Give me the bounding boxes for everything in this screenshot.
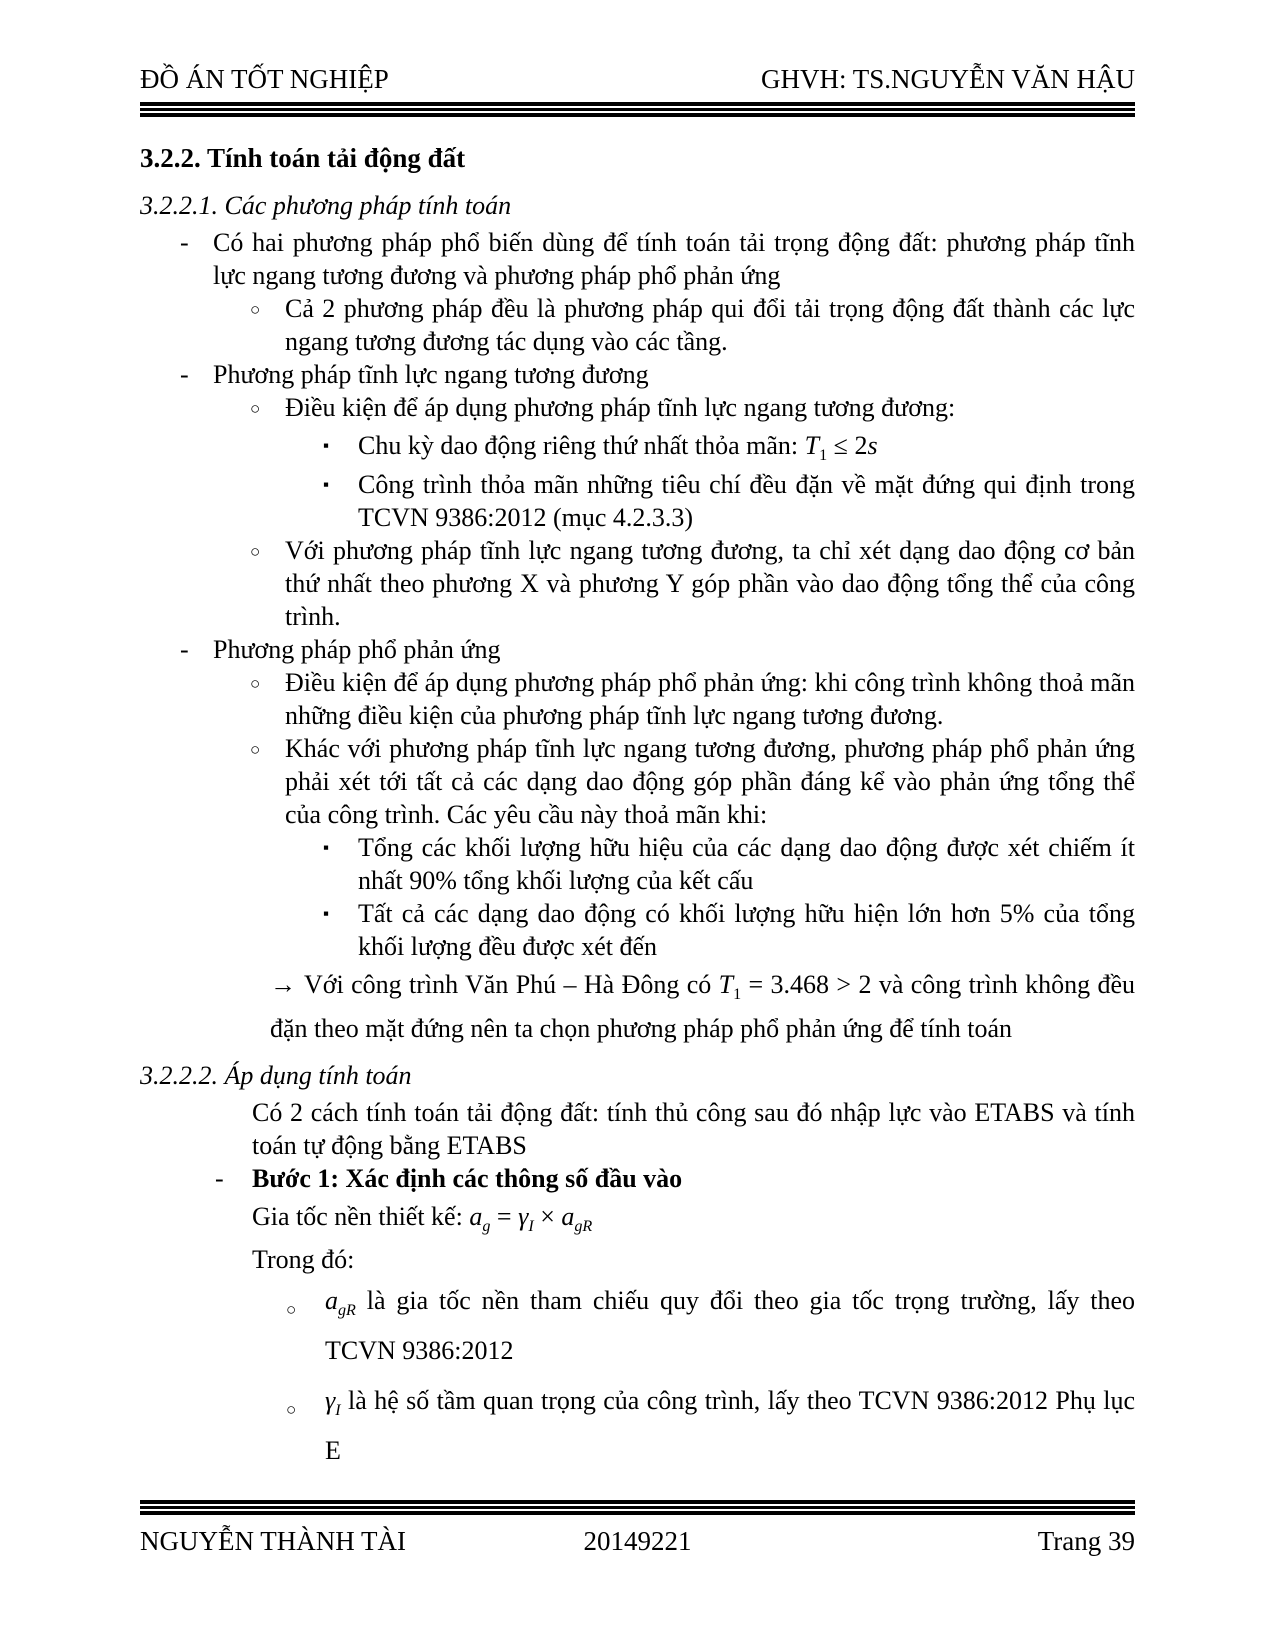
divider-bar	[140, 102, 1135, 106]
list-item	[140, 633, 1135, 666]
math-subscript: g	[482, 1218, 491, 1236]
math-subscript: gR	[338, 1302, 356, 1320]
divider-bar	[140, 1511, 1135, 1515]
circle-bullet-icon: ○	[250, 300, 261, 319]
paragraph-text: Trong đó:	[252, 1245, 355, 1274]
list-item	[140, 358, 1135, 391]
math-variable: T	[804, 431, 820, 460]
paragraph-text: và công trình không đều đặn theo mặt đứng nên ta chọn phương pháp phổ phản ứng để tính toán	[270, 970, 1136, 1043]
paragraph-text: Có 2 cách tính toán tải động đất: tính thủ công sau đó nhập lực vào ETABS và tính toán tự động bằng ETABS	[252, 1098, 1135, 1160]
paragraph-text: Với công trình Văn Phú – Hà Đông có	[304, 970, 719, 999]
list-item	[140, 1376, 1135, 1476]
subsection-heading: 3.2.2.1. Các phương pháp tính toán	[140, 191, 512, 220]
list-item-text: Chu kỳ dao động riêng thứ nhất thỏa mãn:	[358, 431, 805, 460]
formula-paragraph	[140, 1195, 1135, 1239]
math-variable: a	[469, 1202, 483, 1231]
math-variable: T	[718, 970, 734, 999]
square-bullet-icon: ▪	[323, 475, 330, 494]
square-bullet-icon: ▪	[323, 436, 330, 455]
footer-author: NGUYỄN THÀNH TÀI	[140, 1526, 406, 1556]
footer-student-id: 20149221	[583, 1526, 692, 1556]
circle-bullet-icon: ○	[250, 740, 261, 759]
math-variable: a	[325, 1286, 338, 1315]
section-heading: 3.2.2. Tính toán tải động đất	[140, 143, 466, 173]
dash-bullet-icon: -	[180, 228, 189, 257]
math-subscript: I	[528, 1218, 534, 1236]
math-operator: ×	[533, 1202, 562, 1231]
square-bullet-icon: ▪	[323, 838, 330, 857]
list-item-text: Phương pháp tĩnh lực ngang tương đương	[213, 360, 649, 389]
list-item-text: là hệ số tầm quan trọng của công trình, lấy theo TCVN 9386:2012 Phụ lục E	[325, 1386, 1135, 1465]
divider-bar	[140, 1500, 1135, 1504]
step-heading-text: Bước 1: Xác định các thông số đầu vào	[252, 1164, 683, 1193]
math-variable: a	[561, 1202, 575, 1231]
dash-bullet-icon: -	[180, 360, 189, 389]
paragraph	[140, 1243, 1135, 1276]
math-operator: =	[490, 1202, 519, 1231]
list-item-text: Khác với phương pháp tĩnh lực ngang tương đương, phương pháp phổ phản ứng phải xét tới tất cả các dạng dao động góp phần đáng kể vào phản ứng tổng thể của công trình. Các yêu cầu này thoả mãn khi:	[285, 734, 1135, 829]
list-item-text: Điều kiện để áp dụng phương pháp tĩnh lực ngang tương đương:	[285, 393, 956, 422]
divider-bar	[140, 108, 1135, 111]
list-item-text: Có hai phương pháp phổ biến dùng để tính toán tải trọng động đất: phương pháp tĩnh lực ngang tương đương và phương pháp phổ phản ứng	[213, 228, 1135, 290]
footer-divider	[140, 1500, 1135, 1515]
paragraph	[140, 1096, 1135, 1162]
header-divider	[140, 102, 1135, 117]
arrow-right-icon: →	[270, 970, 296, 999]
list-item	[140, 897, 1135, 963]
circle-bullet-icon: ○	[250, 542, 261, 561]
circle-bullet-icon: ○	[286, 1400, 297, 1419]
math-expression: = 3.468 > 2	[741, 970, 872, 999]
dash-bullet-icon: -	[215, 1164, 224, 1193]
list-item	[140, 468, 1135, 534]
list-item-text: là gia tốc nền tham chiếu quy đổi theo gia tốc trọng trường, lấy theo TCVN 9386:2012	[325, 1286, 1135, 1365]
list-item-text: Với phương pháp tĩnh lực ngang tương đương, ta chỉ xét dạng dao động cơ bản thứ nhất theo phương X và phương Y góp phần vào dao động tổng thể của công trình.	[285, 536, 1135, 631]
list-item	[140, 391, 1135, 424]
list-item	[140, 292, 1135, 358]
circle-bullet-icon: ○	[250, 674, 261, 693]
paragraph-text: Gia tốc nền thiết kế:	[252, 1202, 470, 1231]
divider-bar	[140, 113, 1135, 117]
page-body	[140, 142, 1135, 1476]
circle-bullet-icon: ○	[250, 399, 261, 418]
list-item-text: Tổng các khối lượng hữu hiệu của các dạng dao động được xét chiếm ít nhất 90% tổng khối lượng của kết cấu	[358, 833, 1135, 895]
circle-bullet-icon: ○	[286, 1300, 297, 1319]
math-subscript: I	[335, 1402, 341, 1420]
list-item-text: Tất cả các dạng dao động có khối lượng hữu hiện lớn hơn 5% của tổng khối lượng đều được xét đến	[358, 899, 1135, 961]
list-item-text: Phương pháp phổ phản ứng	[213, 635, 501, 664]
math-subscript: gR	[574, 1218, 593, 1236]
header-left-title: ĐỒ ÁN TỐT NGHIỆP	[140, 64, 389, 94]
list-item	[140, 1276, 1135, 1376]
divider-bar	[140, 1506, 1135, 1509]
dash-bullet-icon: -	[180, 635, 189, 664]
math-variable: s	[867, 431, 878, 460]
list-item	[140, 534, 1135, 633]
header-right-title: GHVH: TS.NGUYỄN VĂN HẬU	[760, 64, 1135, 94]
list-item	[140, 666, 1135, 732]
math-subscript: 1	[819, 447, 828, 465]
math-variable: γ	[518, 1202, 529, 1231]
list-item-text: Công trình thỏa mãn những tiêu chí đều đặn về mặt đứng qui định trong TCVN 9386:2012 (mục 4.2.3.3)	[358, 470, 1135, 532]
list-item-text: Cả 2 phương pháp đều là phương pháp qui đổi tải trọng động đất thành các lực ngang tương đương tác dụng vào các tầng.	[285, 294, 1135, 356]
footer-page-number: Trang 39	[1037, 1526, 1135, 1556]
step-heading	[140, 1162, 1135, 1195]
conclusion-paragraph	[140, 963, 1135, 1051]
math-variable: γ	[325, 1386, 336, 1415]
page-footer	[140, 1526, 1135, 1556]
math-subscript: 1	[733, 986, 742, 1004]
list-item	[140, 226, 1135, 292]
list-item-text: Điều kiện để áp dụng phương pháp phổ phản ứng: khi công trình không thoả mãn những điều kiện của phương pháp tĩnh lực ngang tương đương.	[285, 668, 1135, 730]
math-operator: ≤ 2	[827, 431, 868, 460]
list-item	[140, 831, 1135, 897]
subsection-heading: 3.2.2.2. Áp dụng tính toán	[140, 1061, 412, 1090]
list-item	[140, 424, 1135, 468]
list-item	[140, 732, 1135, 831]
square-bullet-icon: ▪	[323, 904, 330, 923]
page-header	[140, 64, 1135, 94]
